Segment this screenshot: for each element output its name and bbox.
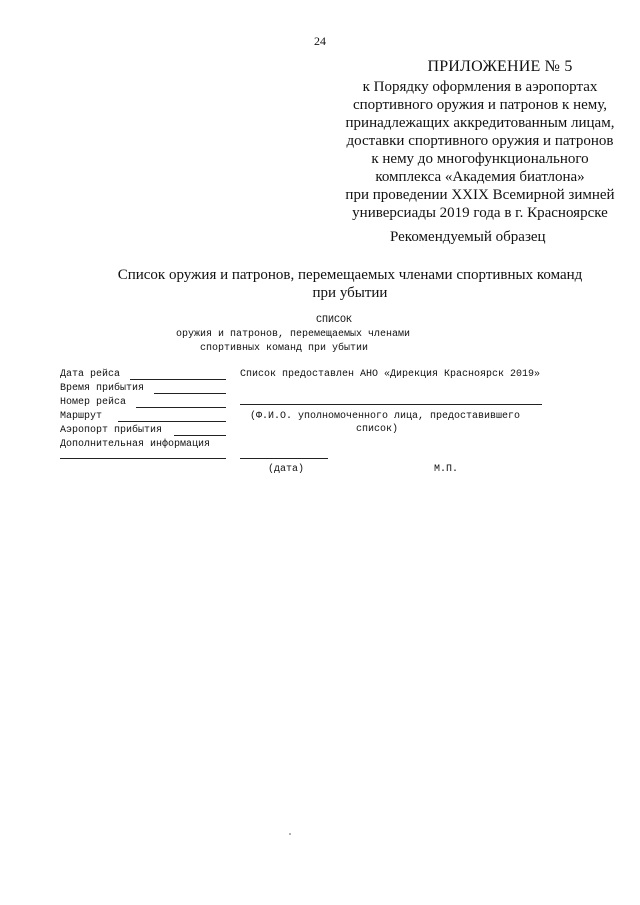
field-arrival-airport <box>60 424 210 438</box>
field-label: Маршрут <box>60 411 103 422</box>
appendix-text <box>330 78 630 222</box>
fio-caption-cont: список) <box>356 424 399 435</box>
appendix-title: ПРИЛОЖЕНИЕ № 5 <box>427 58 573 75</box>
field-route <box>60 410 210 424</box>
date-line <box>240 458 328 459</box>
field-label: Дополнительная информация <box>60 439 211 450</box>
appendix-line: доставки спортивного оружия и патронов <box>346 133 614 149</box>
field-flight-date <box>60 368 210 382</box>
stamp-caption: М.П. <box>434 464 459 475</box>
scan-speck <box>289 833 291 835</box>
field-label: Дата рейса <box>60 369 121 380</box>
page-number: 24 <box>314 34 326 48</box>
appendix-line: к Порядку оформления в аэропортах <box>362 79 598 95</box>
flight-fields <box>60 368 210 452</box>
appendix-line: спортивного оружия и патронов к нему, <box>353 97 607 113</box>
form-title: СПИСОК <box>316 315 353 326</box>
field-additional-info <box>60 438 210 452</box>
appendix-line: при проведении XXIX Всемирной зимней <box>345 187 615 203</box>
additional-info-line <box>60 458 226 459</box>
date-caption: (дата) <box>268 464 305 475</box>
heading-line: Список оружия и патронов, перемещаемых членами спортивных команд <box>117 267 583 283</box>
field-label: Время прибытия <box>60 383 145 394</box>
field-label: Аэропорт прибытия <box>60 425 163 436</box>
field-blank <box>154 393 226 394</box>
appendix-line: к нему до многофункционального <box>371 151 589 167</box>
field-blank <box>118 421 226 422</box>
appendix-line: универсиады 2019 года в г. Красноярске <box>352 205 608 221</box>
field-arrival-time <box>60 382 210 396</box>
field-flight-number <box>60 396 210 410</box>
recommended-sample-label: Рекомендуемый образец <box>390 229 546 245</box>
appendix-line: комплекса «Академия биатлона» <box>375 169 585 185</box>
field-blank <box>174 435 226 436</box>
field-blank <box>136 407 226 408</box>
document-heading <box>60 266 640 302</box>
fio-caption: (Ф.И.О. уполномоченного лица, предоставившего <box>250 411 521 422</box>
heading-line: при убытии <box>312 285 388 301</box>
provided-by-block <box>240 368 540 382</box>
form-subtitle-line: оружия и патронов, перемещаемых членами <box>176 329 411 340</box>
field-blank <box>130 379 226 380</box>
provided-by-text: Список предоставлен АНО «Дирекция Красноярск 2019» <box>240 369 541 380</box>
field-label: Номер рейса <box>60 397 127 408</box>
signature-line <box>240 404 542 405</box>
appendix-line: принадлежащих аккредитованным лицам, <box>345 115 615 131</box>
form-subtitle-line: спортивных команд при убытии <box>200 343 369 354</box>
